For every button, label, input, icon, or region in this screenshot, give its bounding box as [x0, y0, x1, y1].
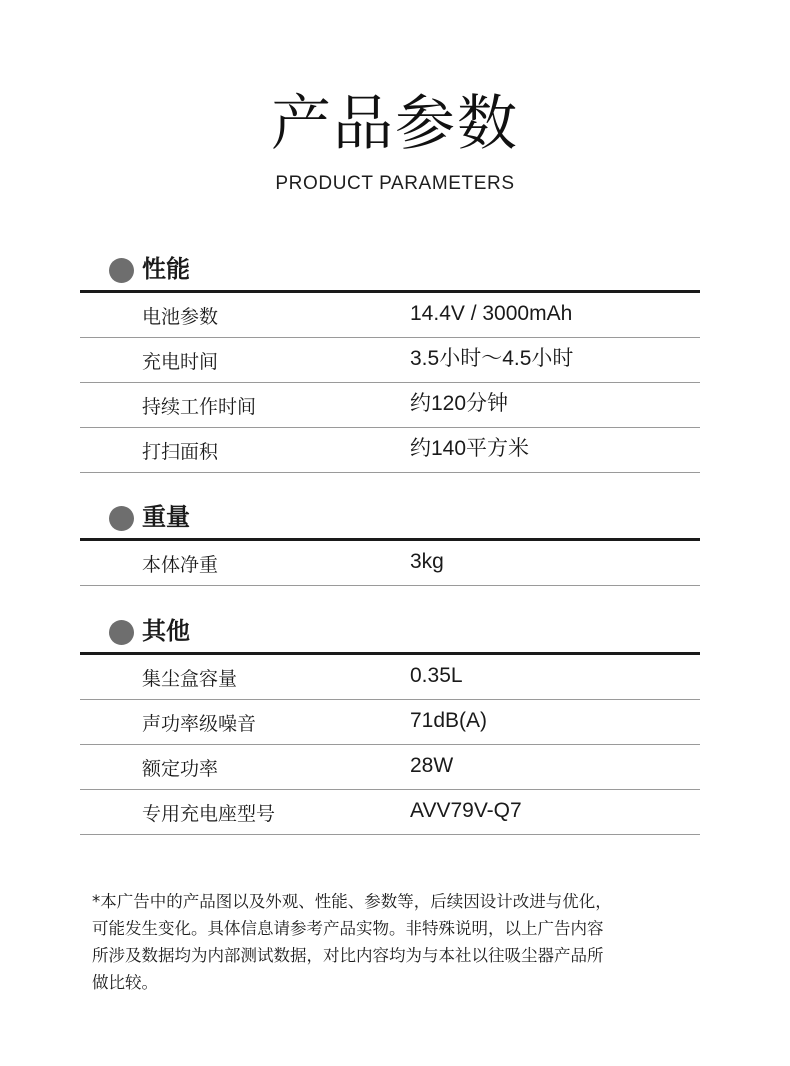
table-row: [80, 655, 700, 700]
param-label: 充电时间: [142, 351, 219, 373]
param-label: 专用充电座型号: [142, 803, 276, 825]
table-row: [80, 383, 700, 428]
section-header: [80, 607, 700, 647]
param-value: AVV79V-Q7: [410, 799, 522, 822]
section-other: [80, 607, 700, 835]
bullet-dot-icon: [109, 258, 134, 283]
param-value: 71dB(A): [410, 709, 488, 732]
table-row: [80, 293, 700, 338]
section-title: 性能: [142, 255, 190, 283]
section-title: 其他: [142, 617, 190, 645]
param-value: 3kg: [410, 550, 444, 573]
section-title: 重量: [142, 503, 190, 531]
page-subtitle: PRODUCT PARAMETERS: [275, 173, 515, 194]
disclaimer-footnote: *本广告中的产品图以及外观、性能、参数等，后续因设计改进与优化， 可能发生变化。具体信息请参考产品实物。非特殊说明，以上广告内容 所涉及数据均为内部测试数据，对比内容均为与本社以往吸尘器产品所 做比较。: [92, 892, 612, 992]
section-weight: [80, 493, 700, 586]
param-value: 3.5小时～4.5小时: [410, 347, 574, 370]
param-value: 约120分钟: [410, 392, 509, 415]
section-header: [80, 245, 700, 285]
table-row: [80, 541, 700, 586]
param-label: 额定功率: [142, 758, 219, 780]
table-row: [80, 428, 700, 473]
table-row: [80, 790, 700, 835]
bullet-dot-icon: [109, 506, 134, 531]
table-row: [80, 700, 700, 745]
param-label: 声功率级噪音: [142, 713, 257, 735]
param-value: 约140平方米: [410, 437, 530, 460]
param-label: 打扫面积: [142, 441, 219, 463]
table-row: [80, 745, 700, 790]
param-label: 本体净重: [142, 554, 219, 576]
param-value: 0.35L: [410, 664, 463, 687]
page-title: 产品参数: [271, 89, 519, 159]
param-label: 电池参数: [142, 306, 219, 328]
section-header: [80, 493, 700, 533]
param-label: 持续工作时间: [142, 396, 257, 418]
param-value: 28W: [410, 754, 454, 777]
section-performance: [80, 245, 700, 473]
bullet-dot-icon: [109, 620, 134, 645]
table-row: [80, 338, 700, 383]
param-value: 14.4V / 3000mAh: [410, 302, 573, 325]
param-label: 集尘盒容量: [142, 668, 238, 690]
